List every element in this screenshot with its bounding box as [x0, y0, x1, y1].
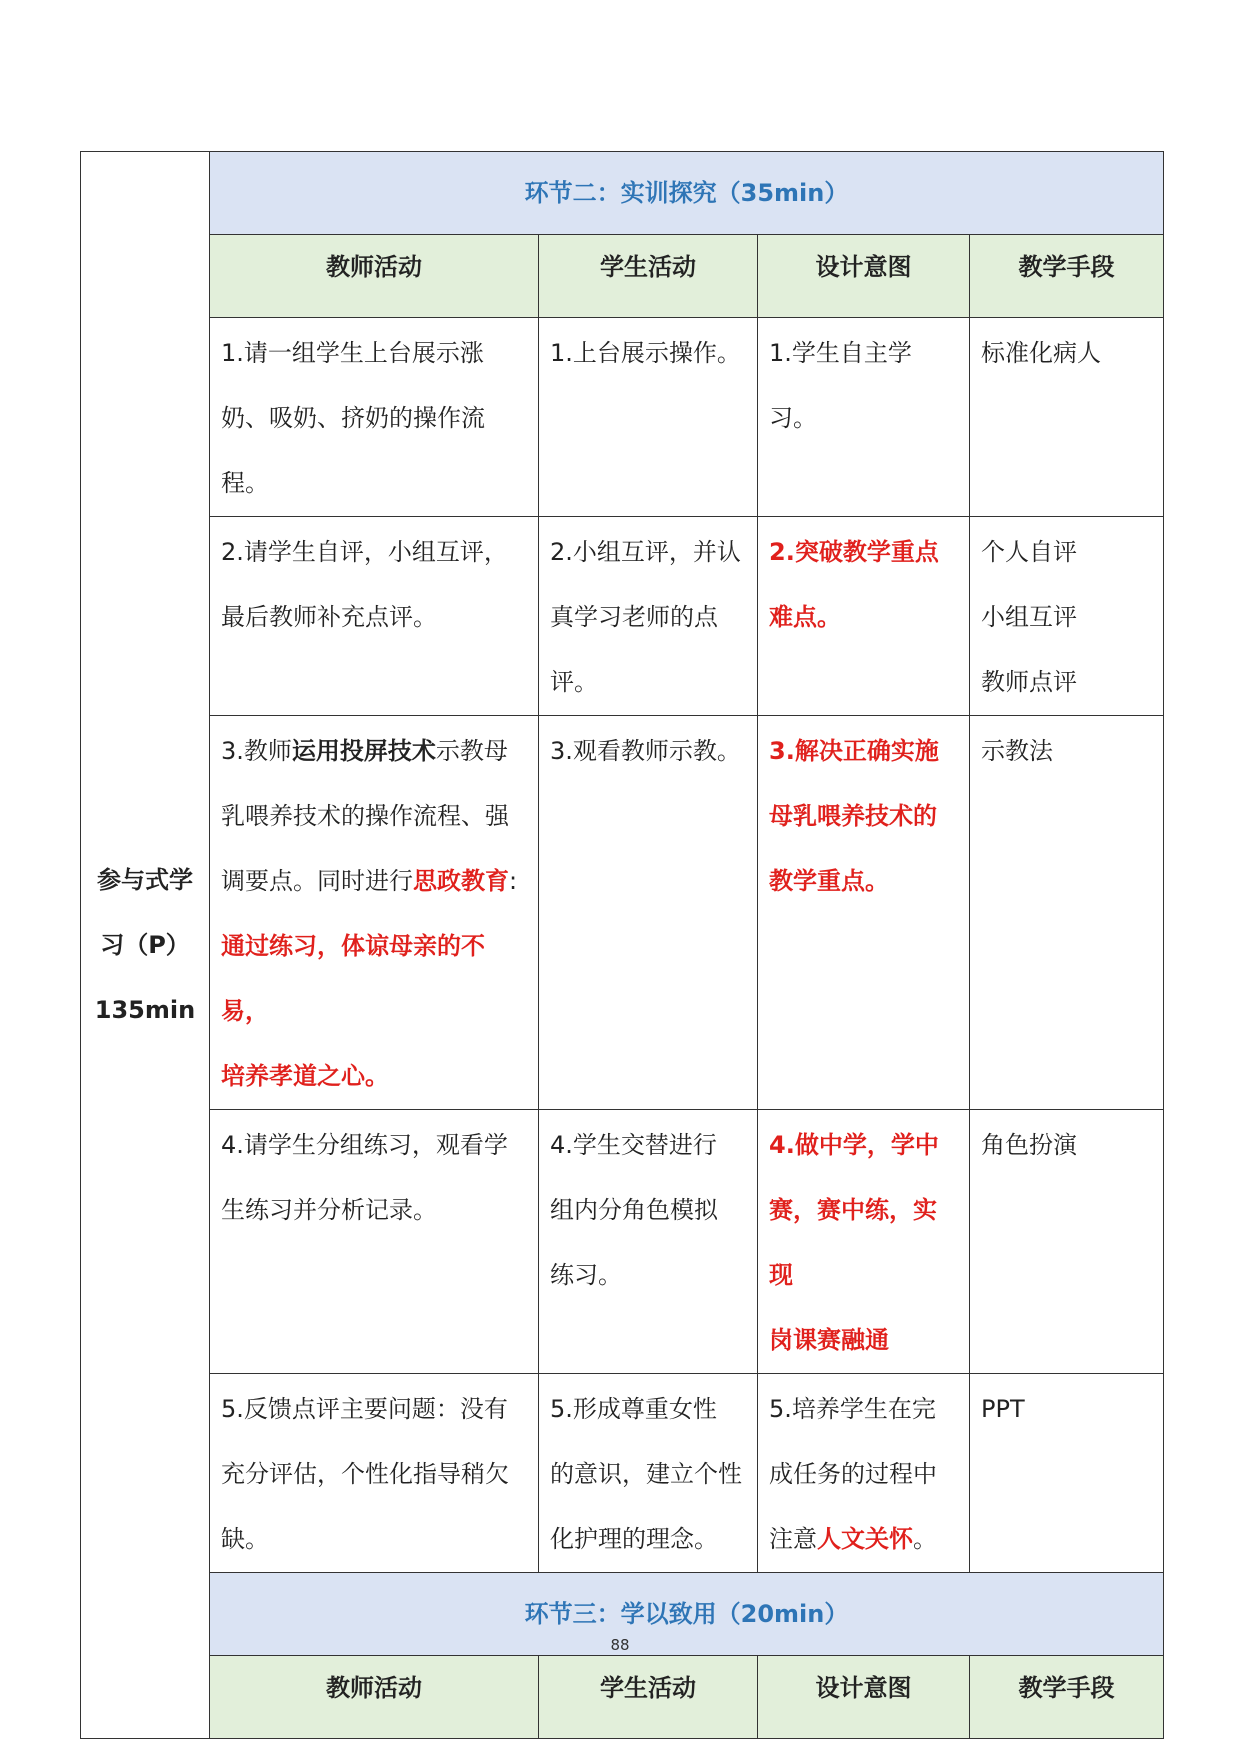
design-intent-cell [758, 716, 970, 1110]
text-line: 示教法 [981, 737, 1053, 765]
text-line: 5.反馈点评主要问题：没有 [221, 1395, 508, 1423]
text-line: 1.上台展示操作。 [550, 339, 741, 367]
text-line: 角色扮演 [981, 1131, 1077, 1159]
text-segment: 3.教师 [221, 737, 292, 765]
text-line: 标准化病人 [981, 339, 1101, 367]
text-line: 生练习并分析记录。 [221, 1196, 437, 1224]
header-teaching-means: 教学手段 [970, 235, 1164, 318]
student-activity-cell [539, 517, 758, 716]
header-student-activity: 学生活动 [539, 1656, 758, 1739]
text-line: 1.请一组学生上台展示涨 [221, 339, 484, 367]
text-line: 2.突破教学重点 [769, 538, 939, 566]
phase2-title: 环节二：实训探究（35min） [210, 152, 1164, 235]
emphasis-text: 运用投屏技术 [291, 737, 436, 765]
text-line: 通过练习，体谅母亲的不易， [221, 932, 485, 1025]
text-line: 3.观看教师示教。 [550, 737, 741, 765]
text-line: 1.学生自主学习。 [769, 339, 912, 432]
header-teacher-activity: 教师活动 [210, 235, 539, 318]
emphasis-text: 思政教育 [413, 867, 509, 895]
text-segment: 调要点。同时进行 [221, 867, 413, 895]
teacher-activity-cell [210, 1110, 539, 1374]
student-activity-cell [539, 318, 758, 517]
header-student-activity: 学生活动 [539, 235, 758, 318]
stage-label-line2: 习（P） [100, 930, 190, 959]
header-row-2 [81, 1656, 1164, 1739]
teaching-means-cell [970, 716, 1164, 1110]
teacher-activity-cell [210, 318, 539, 517]
student-activity-cell [539, 1374, 758, 1573]
teaching-means-cell [970, 517, 1164, 716]
text-line: 真学习老师的点 [550, 603, 718, 631]
stage-label-line1: 参与式学 [97, 865, 193, 894]
table-row [81, 1110, 1164, 1374]
text-line: 4.学生交替进行 [550, 1131, 717, 1159]
header-teacher-activity: 教师活动 [210, 1656, 539, 1739]
teacher-activity-cell [210, 1374, 539, 1573]
text-line: 个人自评 [981, 538, 1077, 566]
text-line: 5.形成尊重女性 [550, 1395, 717, 1423]
text-line: 练习。 [550, 1261, 622, 1289]
design-intent-cell [758, 517, 970, 716]
colon-glyph: : [509, 867, 518, 895]
text-line [221, 849, 528, 914]
text-line: 3.解决正确实施 [769, 737, 939, 765]
text-line: 小组互评 [981, 603, 1077, 631]
text-line: 2.请学生自评，小组互评， [221, 538, 508, 566]
text-line: 4.请学生分组练习，观看学 [221, 1131, 508, 1159]
teacher-activity-cell [210, 517, 539, 716]
teaching-means-cell [970, 1374, 1164, 1573]
text-line: 2.小组互评，并认 [550, 538, 741, 566]
header-design-intent: 设计意图 [758, 235, 970, 318]
teaching-means-cell [970, 1110, 1164, 1374]
text-line: 教师点评 [981, 668, 1077, 696]
stage-label-cell [81, 152, 210, 1739]
header-row-1 [81, 235, 1164, 318]
text-line: 岗课赛融通 [769, 1326, 889, 1354]
header-teaching-means: 教学手段 [970, 1656, 1164, 1739]
text-line: 奶、吸奶、挤奶的操作流程。 [221, 404, 485, 497]
text-segment: 。 [913, 1525, 937, 1553]
table-row [81, 517, 1164, 716]
text-line: 乳喂养技术的操作流程、强 [221, 802, 509, 830]
design-intent-cell [758, 1374, 970, 1573]
text-line: 的意识，建立个性 [550, 1460, 742, 1488]
text-line: 培养孝道之心。 [221, 1062, 389, 1090]
page-number: 88 [610, 1636, 630, 1654]
text-line: 5.培养学生在完 [769, 1395, 936, 1423]
phase3-title: 环节三：学以致用（20min） [210, 1573, 1164, 1656]
text-line: PPT [981, 1395, 1025, 1423]
emphasis-text: 人文关怀 [817, 1525, 913, 1553]
student-activity-cell [539, 716, 758, 1110]
text-line: 教学重点。 [769, 867, 889, 895]
text-segment: 注意 [769, 1525, 817, 1553]
text-line: 赛，赛中练，实现 [769, 1196, 937, 1289]
design-intent-cell [758, 1110, 970, 1374]
text-line: 组内分角色模拟 [550, 1196, 718, 1224]
text-line: 评。 [550, 668, 598, 696]
text-line: 母乳喂养技术的 [769, 802, 937, 830]
text-segment: 示教母 [435, 737, 508, 765]
lesson-plan-table [80, 151, 1164, 1739]
stage-label-line3: 135min [94, 995, 196, 1024]
text-line: 充分评估，个性化指导稍欠 [221, 1460, 509, 1488]
text-line [221, 719, 528, 784]
header-design-intent: 设计意图 [758, 1656, 970, 1739]
text-line [769, 1507, 959, 1572]
teacher-activity-cell [210, 716, 539, 1110]
text-line: 最后教师补充点评。 [221, 603, 437, 631]
text-line: 4.做中学，学中 [769, 1131, 939, 1159]
student-activity-cell [539, 1110, 758, 1374]
table-row [81, 1374, 1164, 1573]
table-row [81, 716, 1164, 1110]
teaching-means-cell [970, 318, 1164, 517]
text-line: 化护理的理念。 [550, 1525, 718, 1553]
text-line: 缺。 [221, 1525, 269, 1553]
phase2-row [81, 152, 1164, 235]
text-line: 难点。 [769, 603, 841, 631]
text-line: 成任务的过程中 [769, 1460, 937, 1488]
table-row [81, 318, 1164, 517]
design-intent-cell [758, 318, 970, 517]
